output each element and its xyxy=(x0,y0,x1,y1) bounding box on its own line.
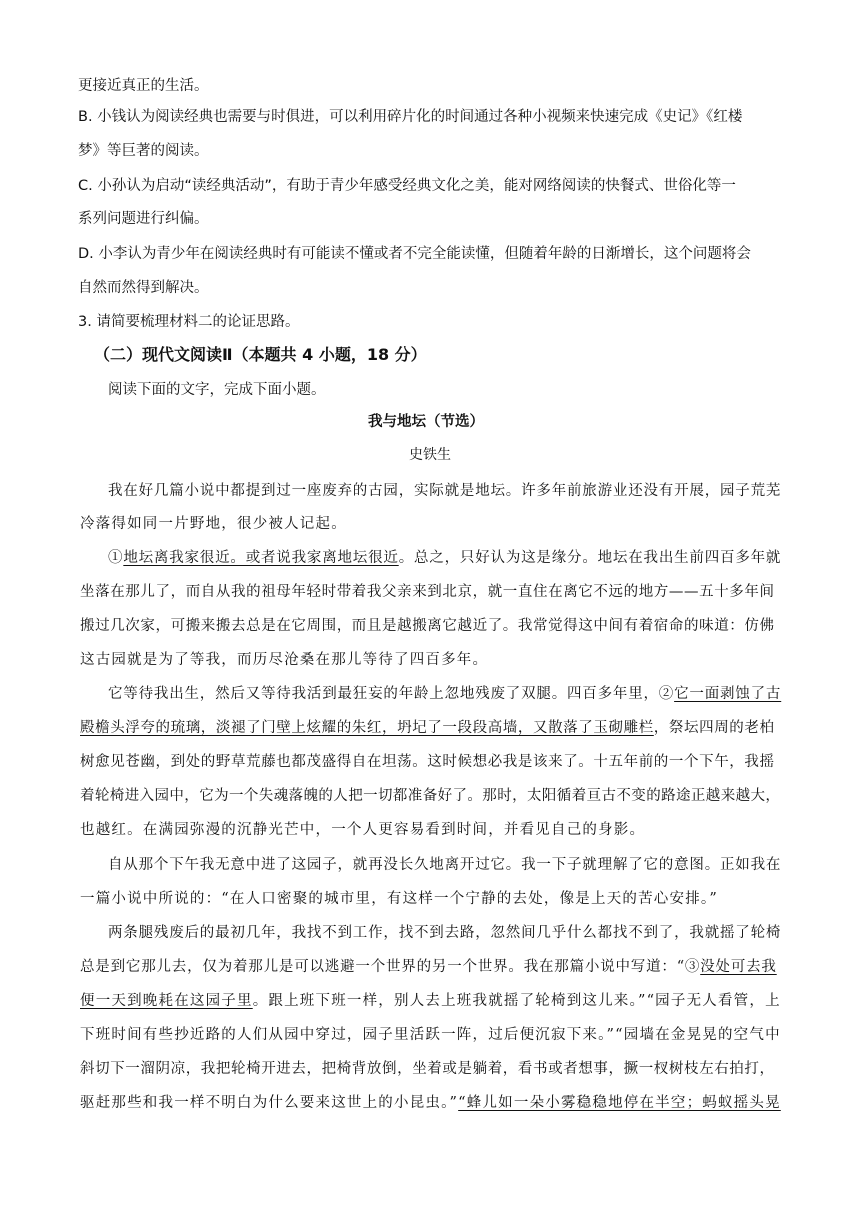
passage-line: 下班时间有些抄近路的人们从园中穿过，园子里活跃一阵，过后便沉寂下来。”“园墙在金晃晃的空气中 xyxy=(80,1027,781,1043)
question-3: 3. 请简要梳理材料二的论证思路。 xyxy=(78,314,300,330)
instruction-line: 阅读下面的文字，完成下面小题。 xyxy=(108,382,326,398)
passage-line xyxy=(108,684,781,704)
passage-line: 斜切下一溜阴凉，我把轮椅开进去，把椅背放倒，坐着或是躺着，看书或者想事，撅一杈树枝左右拍打， xyxy=(80,1061,775,1077)
passage-line: 两条腿残废后的最初几年，我找不到工作，找不到去路，忽然间几乎什么都找不到了，我就摇了轮椅 xyxy=(108,925,782,941)
passage-line: 着轮椅进入园中，它为一个失魂落魄的人把一切都准备好了。那时，太阳循着亘古不变的路途正越来越大， xyxy=(80,788,781,804)
line-tail: 。总之，只好认为这是缘分。地坛在我出生前四百多年就 xyxy=(398,550,782,566)
text-line: 自然而然得到解决。 xyxy=(78,280,209,296)
option-c-line: C. 小孙认为启动“读经典活动”，有助于青少年感受经典文化之美，能对网络阅读的快餐式、世俗化等一 xyxy=(78,178,736,194)
section-heading: （二）现代文阅读Ⅱ（本题共 4 小题，18 分） xyxy=(94,345,427,364)
line-tail: ，祭坛四周的老柏 xyxy=(653,720,775,736)
passage-title: 我与地坛（节选） xyxy=(368,413,484,430)
passage-line: 搬过几次家，可搬来搬去总是在它周围，而且是越搬离它越近了。我常觉得这中间有着宿命的味道：仿佛 xyxy=(80,618,775,634)
underlined-sentence-2: 它一面剥蚀了古 xyxy=(674,686,782,702)
passage-line: 我在好几篇小说中都提到过一座废弃的古园，实际就是地坛。许多年前旅游业还没有开展，园子荒芜 xyxy=(108,483,782,499)
passage-line: 也越红。在满园弥漫的沉静光芒中，一个人更容易看到时间，并看见自己的身影。 xyxy=(80,822,646,838)
passage-line: 这古园就是为了等我，而历尽沧桑在那儿等待了四百多年。 xyxy=(80,652,489,668)
marker-1: ① xyxy=(108,550,124,566)
passage-line: 自从那个下午我无意中进了这园子，就再没长久地离开过它。我一下子就理解了它的意图。正如我在 xyxy=(108,857,782,873)
line-head: 驱赶那些和我一样不明白为什么要来这世上的小昆虫。” xyxy=(80,1095,459,1111)
passage-line xyxy=(80,1093,781,1113)
underlined-sentence-3-cont: 便一天到晚耗在这园子里 xyxy=(80,993,253,1009)
passage-author: 史铁生 xyxy=(409,447,451,463)
passage-line: 坐落在那儿了，而自从我的祖母年轻时带着我父亲来到北京，就一直住在离它不远的地方——五十多年间 xyxy=(80,584,775,600)
text-line: 更接近真正的生活。 xyxy=(78,78,209,94)
line-tail: 。跟上班下班一样，别人去上班我就摇了轮椅到这儿来。”“园子无人看管，上 xyxy=(252,993,781,1009)
option-d-line: D. 小李认为青少年在阅读经典时有可能读不懂或者不完全能读懂，但随着年龄的日渐增长，这个问题将会 xyxy=(78,246,751,262)
passage-line xyxy=(108,548,781,568)
underlined-sentence-1: 地坛离我家很近。或者说我家离地坛很近 xyxy=(123,550,399,566)
passage-line: 树愈见苍幽，到处的野草荒藤也都茂盛得自在坦荡。这时候想必我是该来了。十五年前的一个下午，我摇 xyxy=(80,754,775,770)
passage-line xyxy=(80,991,781,1011)
passage-line: 冷落得如同一片野地，很少被人记起。 xyxy=(80,516,347,532)
text-line: 系列问题进行纠偏。 xyxy=(78,211,209,227)
passage-line: 一篇小说中所说的：“在人口密聚的城市里，有这样一个宁静的去处，像是上天的苦心安排。” xyxy=(80,891,718,907)
underlined-sentence-3: 没处可去我 xyxy=(700,959,777,975)
line-head: 它等待我出生，然后又等待我活到最狂妄的年龄上忽地残废了双腿。四百多年里，② xyxy=(108,686,675,702)
option-b-line: B. 小钱认为阅读经典也需要与时俱进，可以利用碎片化的时间通过各种小视频来快速完成《史记》《红楼 xyxy=(78,109,743,125)
underlined-sentence-4: “蜂儿如一朵小雾稳稳地停在半空；蚂蚁摇头晃 xyxy=(458,1095,781,1111)
line-head: 总是到它那儿去，仅为着那儿是可以逃避一个世界的另一个世界。我在那篇小说中写道：“③ xyxy=(80,959,701,975)
text-line: 梦》等巨著的阅读。 xyxy=(78,143,209,159)
underlined-sentence-2-cont: 殿檐头浮夸的琉璃，淡褪了门壁上炫耀的朱红，坍圮了一段段高墙，又散落了玉砌雕栏 xyxy=(80,720,654,736)
passage-line xyxy=(80,718,775,738)
passage-line xyxy=(80,957,777,977)
